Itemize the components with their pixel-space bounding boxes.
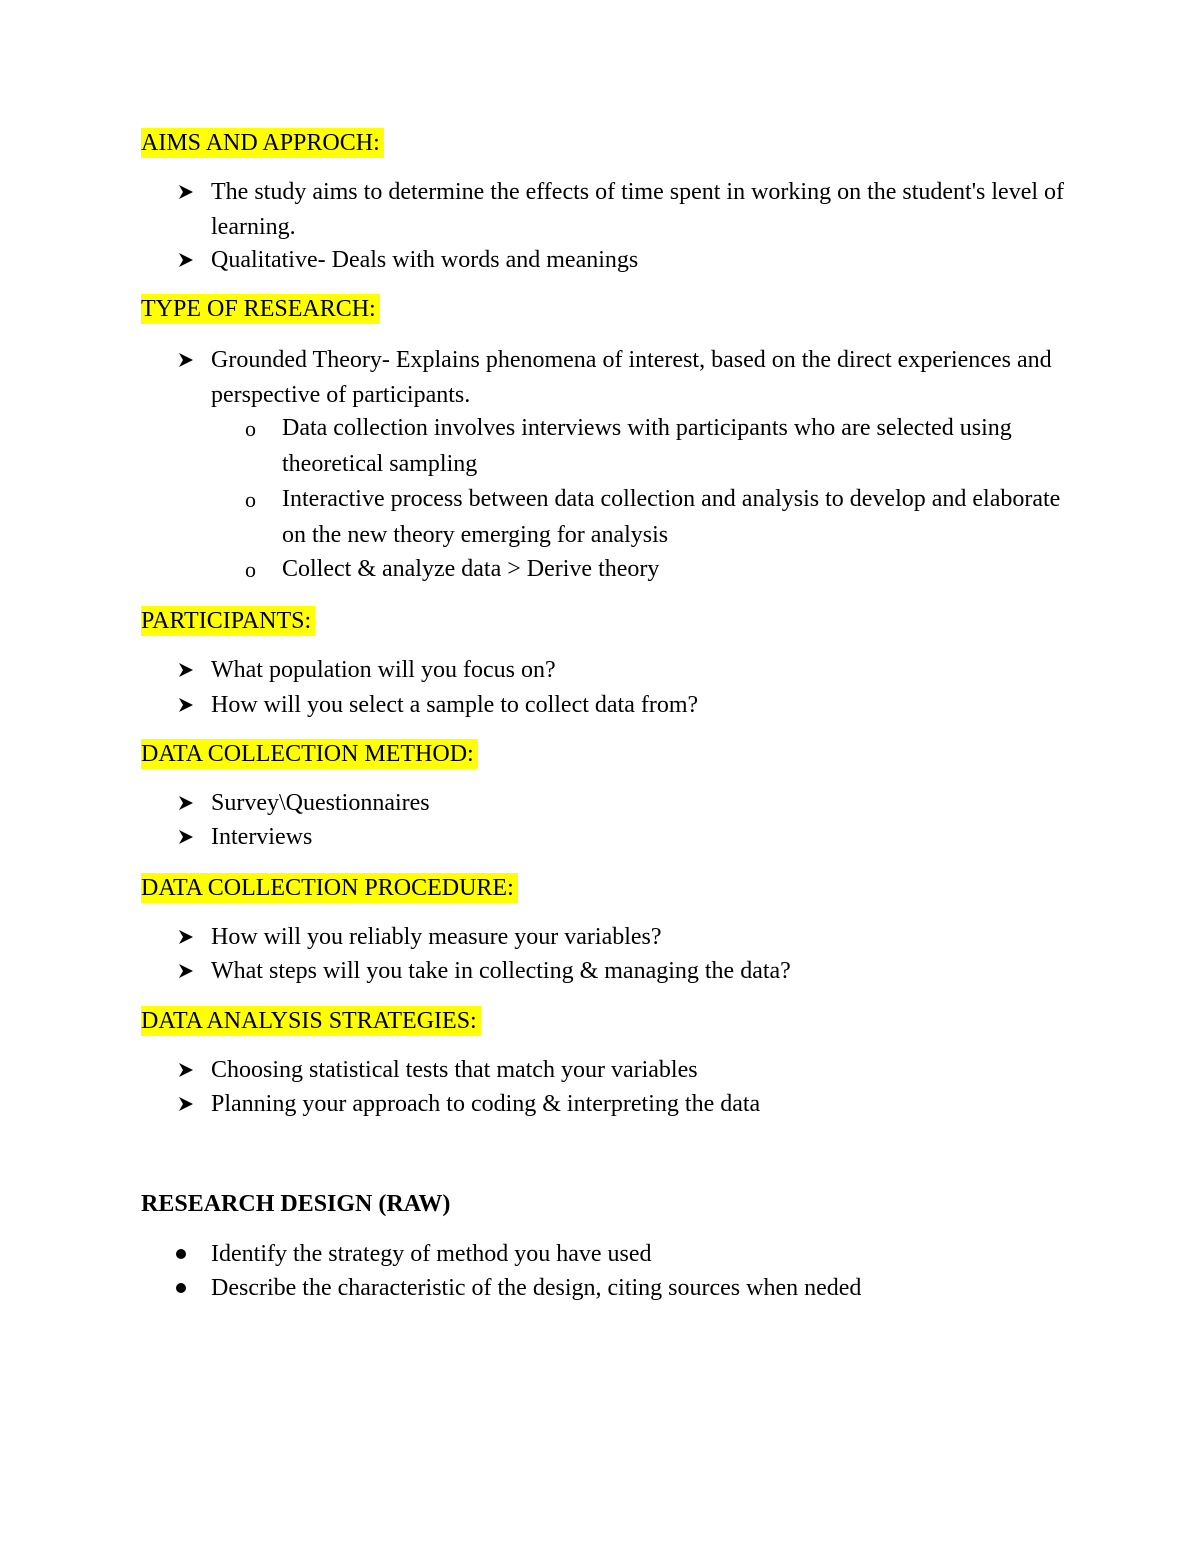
list-item	[211, 243, 1091, 278]
sub-list-item	[245, 482, 1082, 553]
list-item	[211, 786, 1091, 821]
heading-type-of-research	[141, 294, 380, 324]
list-item-text: Survey\Questionnaires	[211, 790, 430, 816]
list-item	[211, 175, 1091, 244]
arrow-bullet-icon	[178, 184, 194, 200]
heading-text: DATA COLLECTION PROCEDURE:	[141, 873, 518, 903]
list-item-text: Qualitative- Deals with words and meanings	[211, 247, 639, 273]
list-item-text: Grounded Theory- Explains phenomena of interest, based on the direct experiences and perspective of participants.	[211, 347, 1052, 408]
list-item-text: Interviews	[211, 824, 313, 850]
list-item	[211, 954, 1091, 989]
dot-bullet-icon	[176, 1249, 186, 1259]
sub-list-item-text: Collect & analyze data > Derive theory	[282, 556, 660, 582]
heading-research-design	[141, 1189, 450, 1219]
circle-bullet-icon: o	[245, 557, 256, 582]
arrow-bullet-icon	[178, 352, 194, 368]
arrow-bullet-icon	[178, 829, 194, 845]
arrow-bullet-icon	[178, 929, 194, 945]
sub-list-item-text: Data collection involves interviews with participants who are selected using theoretical sampling	[282, 415, 1012, 477]
list-item-text: The study aims to determine the effects of time spent in working on the student's level of learning.	[211, 179, 1065, 240]
list-item-text: How will you reliably measure your variables?	[211, 924, 662, 950]
arrow-bullet-icon	[178, 1062, 194, 1078]
list-item-text: Planning your approach to coding & interpreting the data	[211, 1091, 761, 1117]
list-item-text: Identify the strategy of method you have used	[211, 1241, 652, 1267]
sub-list-item-text: Interactive process between data collection and analysis to develop and elaborate on the new theory emerging for analysis	[282, 486, 1061, 548]
circle-bullet-icon: o	[245, 487, 256, 512]
heading-participants	[141, 606, 315, 636]
list-item	[211, 1271, 1091, 1306]
heading-data-analysis-strategies	[141, 1006, 481, 1036]
list-item	[211, 820, 1091, 855]
heading-text: PARTICIPANTS:	[141, 606, 315, 636]
list-item	[211, 1053, 1091, 1088]
list-item-text: Describe the characteristic of the design, citing sources when neded	[211, 1275, 862, 1301]
sub-list-item	[245, 411, 1082, 482]
list-item	[211, 688, 1091, 723]
heading-text: RESEARCH DESIGN (RAW)	[141, 1191, 451, 1217]
heading-text: TYPE OF RESEARCH:	[141, 294, 380, 324]
arrow-bullet-icon	[178, 662, 194, 678]
list-item	[211, 653, 1091, 688]
dot-bullet-icon	[176, 1283, 186, 1293]
heading-data-collection-procedure	[141, 873, 518, 903]
sub-list-item	[245, 552, 1082, 588]
heading-text: DATA ANALYSIS STRATEGIES:	[141, 1006, 481, 1036]
list-item	[211, 1087, 1091, 1122]
heading-data-collection-method	[141, 739, 478, 769]
list-item	[211, 1237, 1091, 1272]
arrow-bullet-icon	[178, 963, 194, 979]
heading-aims-and-approach	[141, 128, 384, 158]
list-item-text: What population will you focus on?	[211, 657, 556, 683]
circle-bullet-icon: o	[245, 416, 256, 441]
list-item-text: What steps will you take in collecting & managing the data?	[211, 958, 791, 984]
list-item	[211, 920, 1091, 955]
list-item	[211, 343, 1091, 412]
list-item-text: Choosing statistical tests that match your variables	[211, 1057, 698, 1083]
arrow-bullet-icon	[178, 252, 194, 268]
heading-text: AIMS AND APPROCH:	[141, 128, 384, 158]
arrow-bullet-icon	[178, 697, 194, 713]
arrow-bullet-icon	[178, 795, 194, 811]
arrow-bullet-icon	[178, 1096, 194, 1112]
heading-text: DATA COLLECTION METHOD:	[141, 739, 478, 769]
list-item-text: How will you select a sample to collect data from?	[211, 692, 699, 718]
